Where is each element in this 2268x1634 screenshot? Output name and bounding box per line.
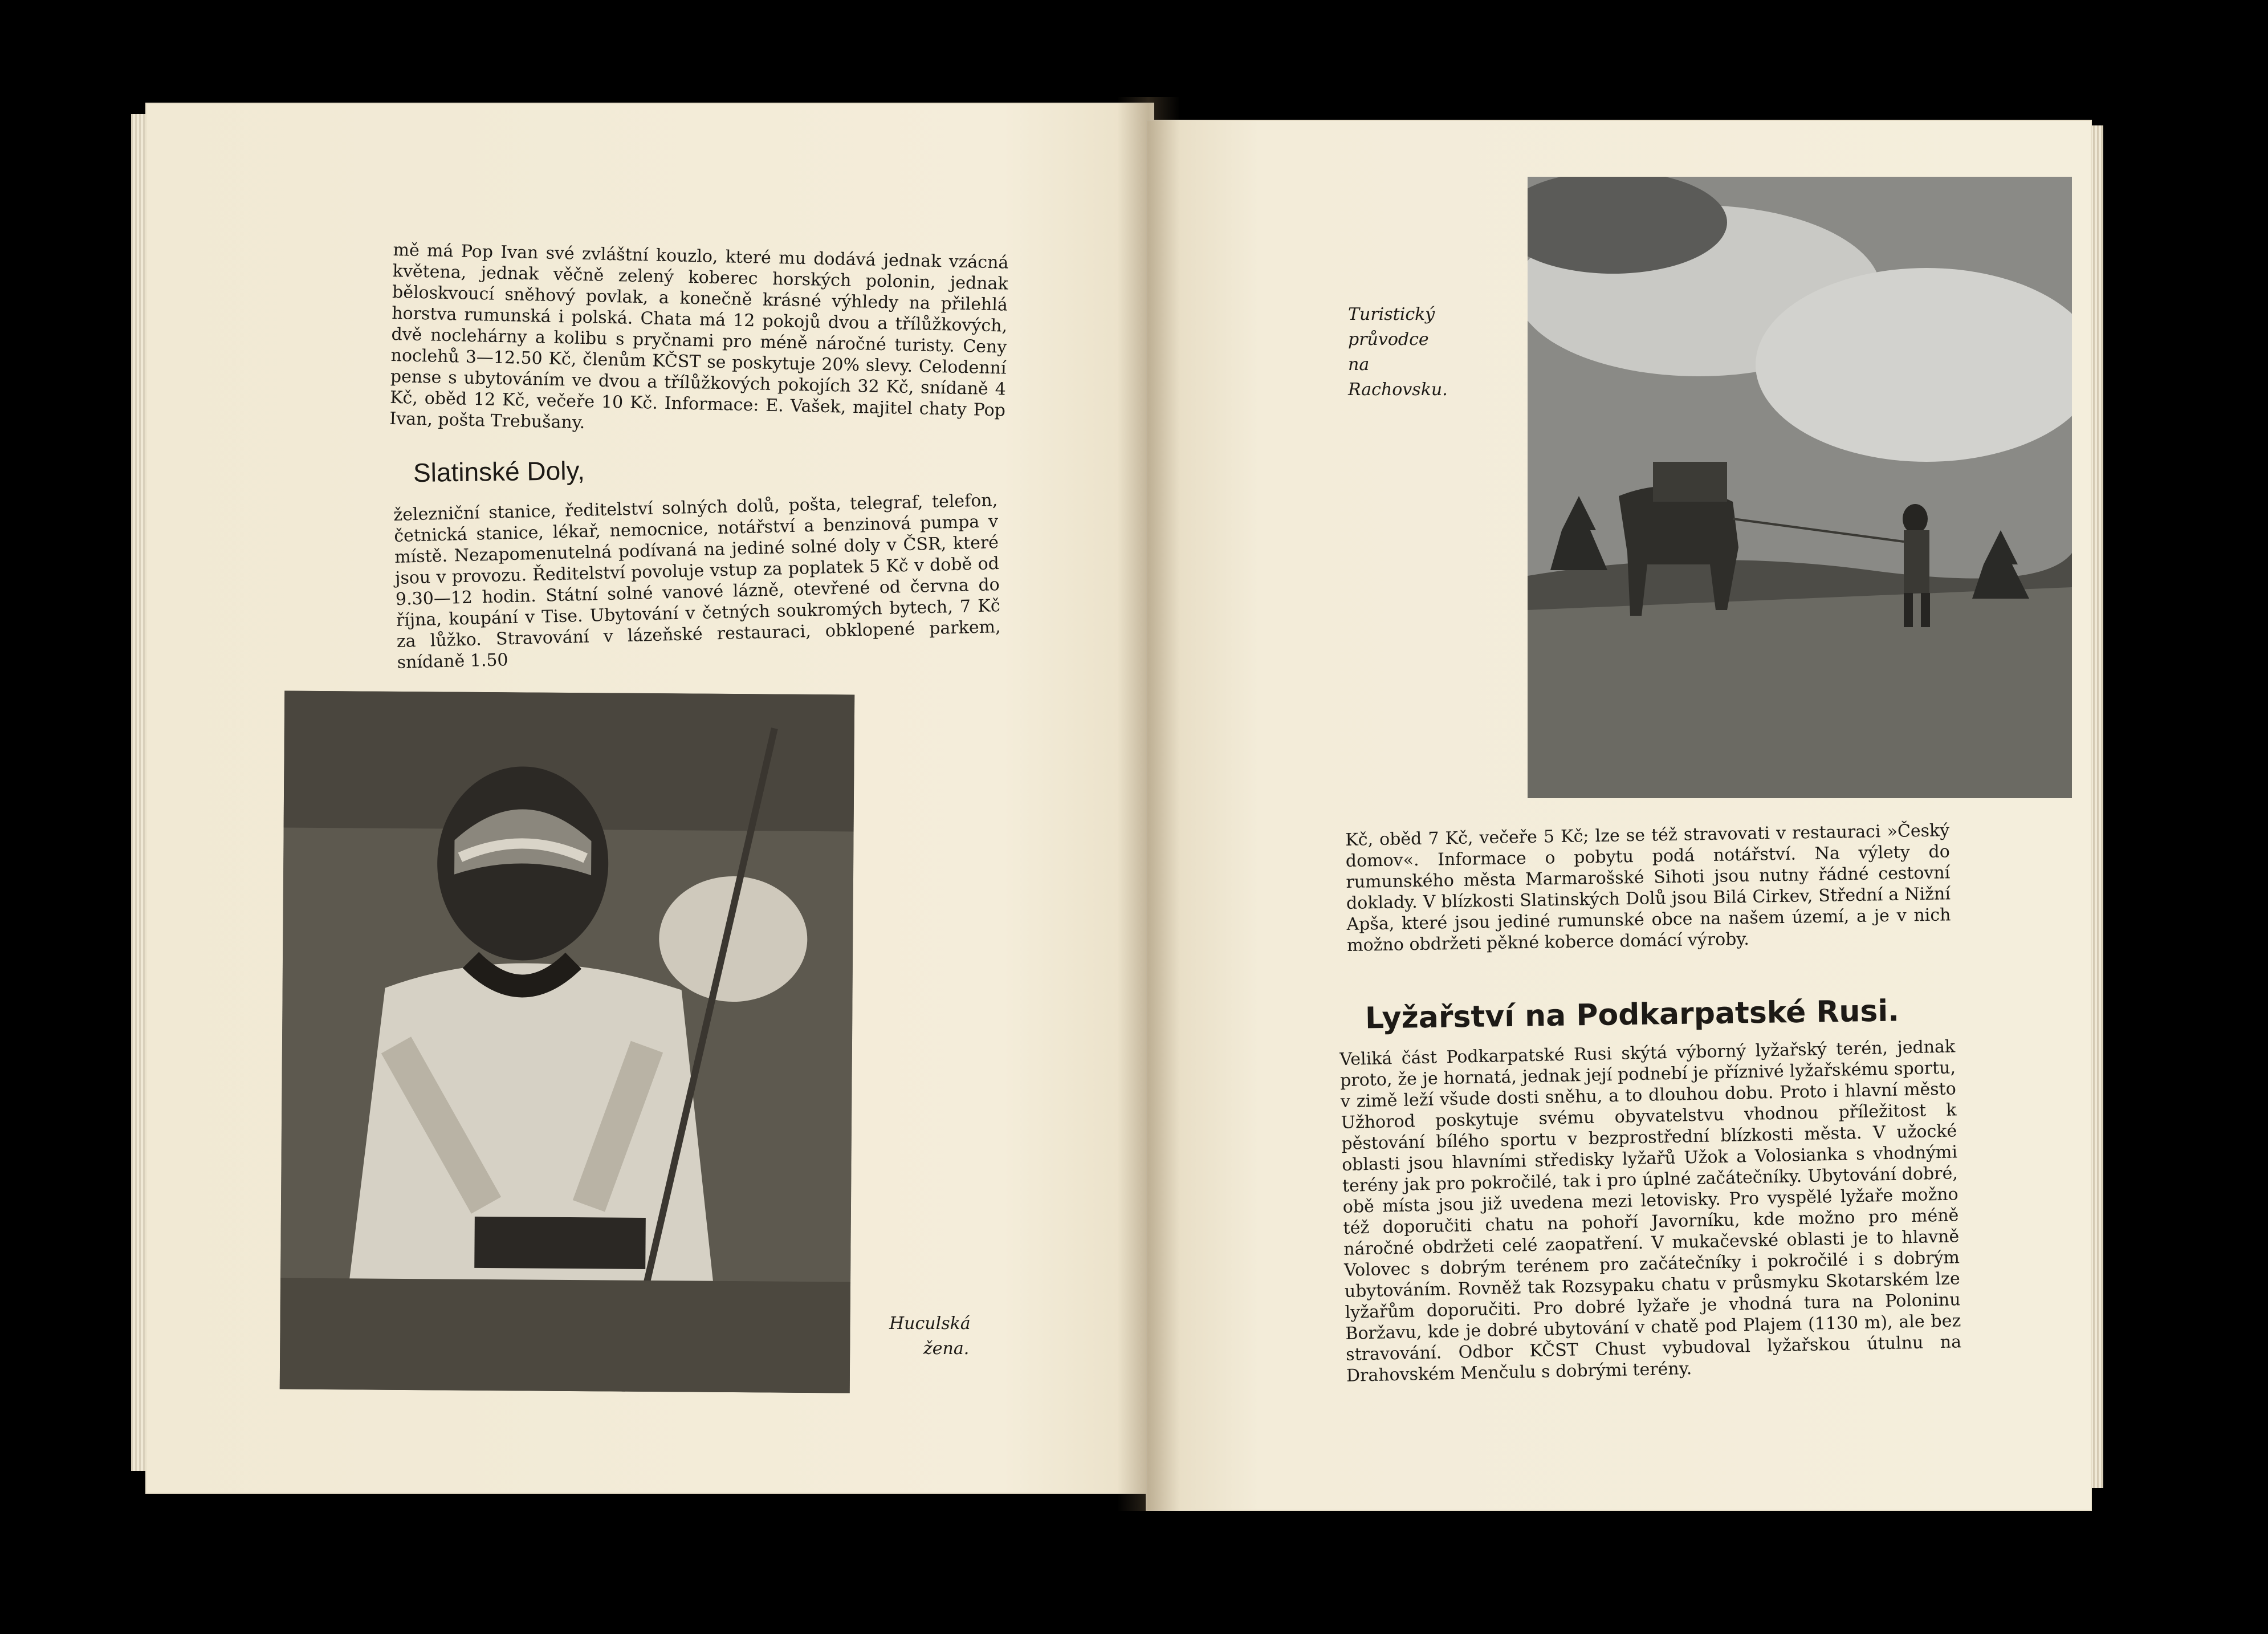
right-continued-paragraph	[1345, 820, 1951, 956]
hutsul-woman-photo-image	[280, 691, 855, 1393]
tourist-guide-photo	[1528, 177, 2072, 798]
slatinske-doly-paragraph	[393, 490, 1001, 673]
lyzarstvi-text: Veliká část Podkarpatské Rusi skýtá výborný lyžařský terén, jednak proto, že je hornatá, jednak její podnebí je příznivé lyžařskému sportu, v zimě leží všude dosti sněhu, a to dlouhou dobu. Proto i hlavní město Užhorod poskytuje svému obyvatelstvu vhodnou příležitost k pěstování bílého sportu v bezprostřední blízkosti města. V užocké oblasti jsou hlavními středisky lyžařů Užok a Volosianka s vhodnými terény jak pro pokročilé, tak i pro úplné začátečníky. Ubytování dobré, obě místa jsou již uvedena mezi letovisky. Pro vyspělé lyžaře možno též doporučiti chatu na pohoří Javorníku, kde možno pro méně náročné obdržeti celé zaopatření. V mukačevské oblasti je to hlavně Volovec s dobrým terénem pro začátečníky i pokročilé i s dobrým ubytováním. Rovněž tak Rozsypaku chatu v průsmyku Skotarském lze lyžařům doporučiti. Pro dobré lyžaře je vhodná tura na Poloninu Boržavu, kde je dobré ubytování v chatě pod Plajem (1130 m), ale bez stravování. Odbor KČST Chust vybudoval lyžařskou útulnu na Drahovském Menčulu s dobrými terény.	[1339, 1037, 1962, 1386]
tourist-guide-photo-image	[1528, 177, 2072, 798]
lyzarstvi-heading: Lyžařství na Podkarpatské Rusi.	[1365, 994, 1900, 1036]
hutsul-woman-photo	[280, 691, 855, 1393]
slatinske-doly-text: železniční stanice, ředitelství solných dolů, pošta, telegraf, telefon, četnická stanice, lékař, nemocnice, notářství a benzinová pumpa v místě. Nezapomenutelná podívaná na jediné solné doly v ČSR, které jsou v provozu. Ředitelství povoluje vstup za poplatek 5 Kč v době od 9.30—12 hodin. Státní solné vanové lázně, otevřené od června do října, koupání v Tise. Ubytování v četných soukromých bytech, 7 Kč za lůžko. Stravování v lázeňské restauraci, obklopené parkem, snídaně 1.50	[393, 490, 1001, 673]
guide-caption-line-2: průvodce	[1348, 330, 1429, 349]
tourist-guide-caption	[1348, 302, 1448, 403]
left-intro-paragraph	[389, 239, 1009, 442]
right-continued-text: Kč, oběd 7 Kč, večeře 5 Kč; lze se též stravovati v restauraci »Český domov«. Informace o pobytu podá notářství. Na výlety do rumunského města Marmarošské Sihoti jsou nutny řádné cestovní doklady. V blízkosti Slatinských Dolů jsou Bilá Cirkev, Střední a Nižní Apša, které jsou jediné rumunské obce na našem území, a je v nich možno obdržeti pěkné koberce domácí výroby.	[1345, 820, 1951, 956]
guide-caption-line-3: na	[1348, 355, 1370, 375]
lyzarstvi-paragraph	[1339, 1036, 1962, 1386]
guide-caption-line-1: Turistický	[1348, 304, 1435, 324]
hutsul-woman-caption	[889, 1311, 971, 1361]
slatinske-doly-heading: Slatinské Doly,	[413, 455, 585, 488]
left-intro-text: mě má Pop Ivan své zvláštní kouzlo, které mu dodává jednak vzácná květena, jednak věčně zelený koberec horských polonin, jednak běloskvoucí sněhový povlak, a konečně krásné výhledy na přilehlá horstva rumunská i polská. Chata má 12 pokojů dvou a třílůžkových, dvě noclehárny a kolibu s pryčnami pro méně náročné turisty. Ceny noclehů 3—12.50 Kč, členům KČST se poskytuje 20% slevy. Celodenní pense s ubytováním ve dvou a třílůžkových pokojích 32 Kč, snídaně 4 Kč, oběd 12 Kč, večeře 10 Kč. Informace: E. Vašek, majitel chaty Pop Ivan, pošta Trebušany.	[389, 239, 1009, 433]
hutsul-caption-line-2: žena.	[923, 1339, 970, 1359]
hutsul-caption-line-1: Huculská	[889, 1314, 971, 1334]
book-gutter	[1117, 97, 1180, 1511]
guide-caption-line-4: Rachovsku.	[1348, 380, 1448, 400]
